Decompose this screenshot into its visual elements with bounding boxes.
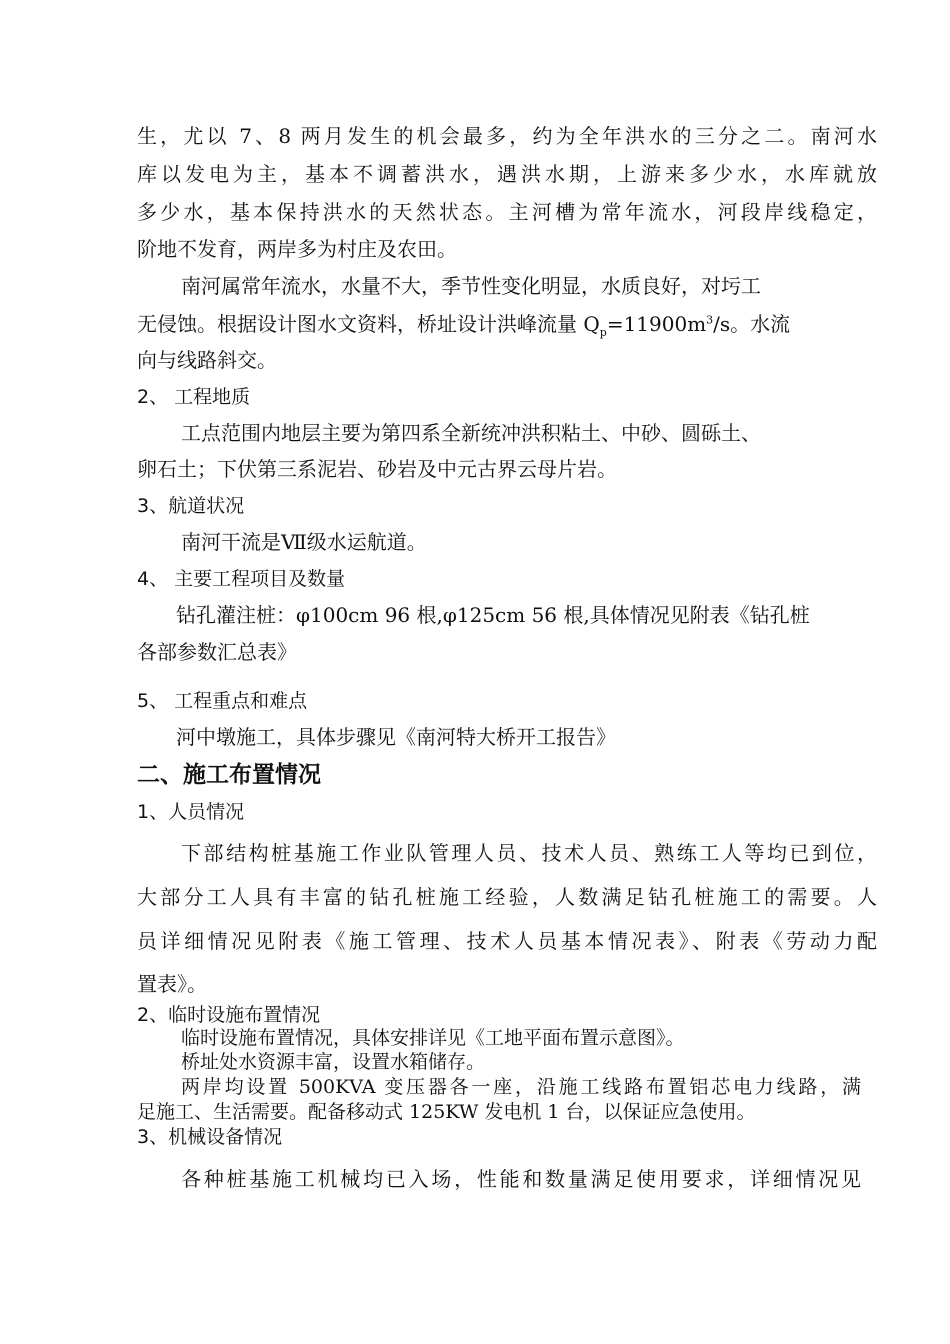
- section-heading: 2、 工程地质: [137, 386, 251, 408]
- section-heading: 2、临时设施布置情况: [137, 1004, 321, 1026]
- section-heading: 3、航道状况: [137, 495, 245, 517]
- section-heading: 4、 主要工程项目及数量: [137, 568, 346, 590]
- section-heading: 5、 工程重点和难点: [137, 690, 308, 712]
- paragraph-line: 工点范围内地层主要为第四系全新统冲洪积粘土、中砂、圆砾土、: [181, 421, 761, 445]
- paragraph-line: 各部参数汇总表》: [137, 640, 297, 664]
- superscript: 3: [706, 313, 714, 327]
- paragraph-line: 各种桩基施工机械均已入场，性能和数量满足使用要求，详细情况见: [181, 1167, 861, 1191]
- paragraph-line: 桥址处水资源丰富，设置水箱储存。: [181, 1051, 486, 1073]
- paragraph-line: 下部结构桩基施工作业队管理人员、技术人员、熟练工人等均已到位，: [181, 841, 877, 865]
- paragraph-line: 临时设施布置情况，具体安排详见《工地平面布置示意图》。: [181, 1027, 685, 1049]
- paragraph-line: 向与线路斜交。: [137, 348, 277, 372]
- formula-text: 无侵蚀。根据设计图水文资料，桥址设计洪峰流量 Q: [137, 312, 600, 336]
- paragraph-line: 河中墩施工，具体步骤见《南河特大桥开工报告》: [176, 725, 616, 749]
- paragraph-line: 钻孔灌注桩：φ100cm 96 根,φ125cm 56 根,具体情况见附表《钻孔桩: [176, 603, 810, 627]
- paragraph-line: 足施工、生活需要。配备移动式 125KW 发电机 1 台，以保证应急使用。: [137, 1101, 756, 1123]
- paragraph-line: 多少水，基本保持洪水的天然状态。主河槽为常年流水，河段岸线稳定，: [137, 200, 877, 224]
- formula-text: /s。水流: [713, 312, 791, 336]
- paragraph-line: 阶地不发育，两岸多为村庄及农田。: [137, 237, 457, 261]
- paragraph-line: 置表》。: [137, 972, 207, 996]
- paragraph-line: 库以发电为主，基本不调蓄洪水，遇洪水期，上游来多少水，水库就放: [137, 162, 877, 186]
- section-heading: 3、机械设备情况: [137, 1126, 283, 1148]
- chapter-heading: 二、施工布置情况: [137, 762, 321, 788]
- paragraph-line-formula: [137, 312, 877, 339]
- paragraph-line: 员详细情况见附表《施工管理、技术人员基本情况表》、附表《劳动力配: [137, 929, 877, 953]
- paragraph-line: 生，尤以 7、8 两月发生的机会最多，约为全年洪水的三分之二。南河水: [137, 124, 877, 148]
- section-heading: 1、人员情况: [137, 801, 245, 823]
- subscript: p: [599, 326, 607, 339]
- paragraph-line: 两岸均设置 500KVA 变压器各一座，沿施工线路布置铝芯电力线路，满: [181, 1076, 861, 1098]
- paragraph-line: 南河属常年流水，水量不大，季节性变化明显，水质良好，对圬工: [181, 274, 761, 298]
- paragraph-line: 南河干流是Ⅶ级水运航道。: [181, 530, 427, 554]
- paragraph-line: 卵石土；下伏第三系泥岩、砂岩及中元古界云母片岩。: [137, 457, 617, 481]
- paragraph-line: 大部分工人具有丰富的钻孔桩施工经验，人数满足钻孔桩施工的需要。人: [137, 885, 877, 909]
- formula-text: =11900m: [606, 312, 707, 336]
